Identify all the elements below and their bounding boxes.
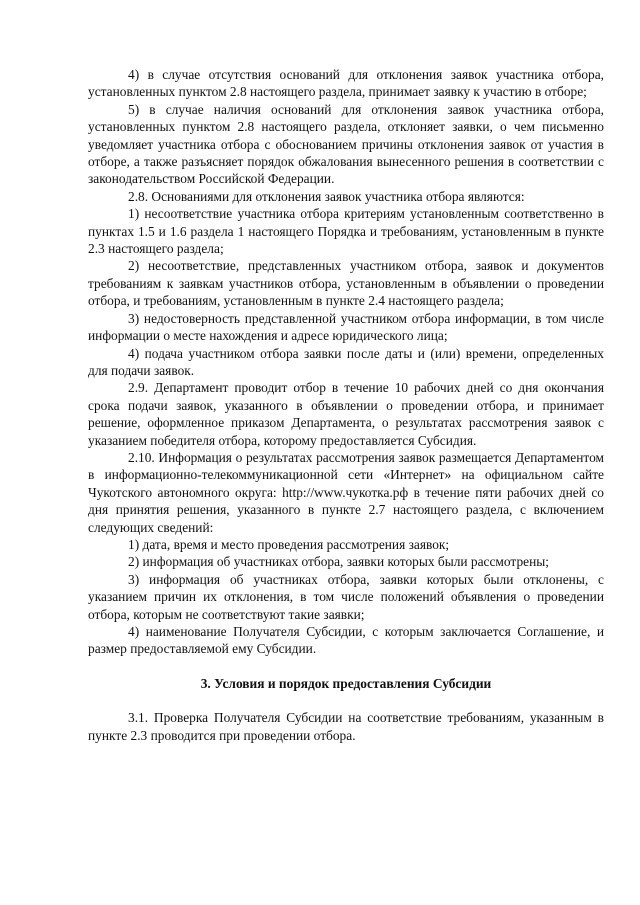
paragraph-2-10-item-2: 2) информация об участниках отбора, заявки которых были рассмотрены;: [128, 554, 549, 570]
paragraph-4-accept: 4) в случае отсутствия оснований для отклонения заявок участника отбора, установленных пунктом 2.8 настоящего раздела, принимает заявку к участию в отборе;: [88, 67, 604, 100]
paragraph-2-9: 2.9. Департамент проводит отбор в течение 10 рабочих дней со дня окончания срока подачи заявок, указанного в объявлении о проведении отбора, и принимает решение, оформленное приказом Департамента, о результатах рассмотрения заявок с указанием победителя отбора, которому предоставляется Субсидия.: [88, 380, 604, 448]
paragraph-2-10-item-1: 1) дата, время и место проведения рассмотрения заявок;: [128, 536, 450, 552]
paragraph-3-1: 3.1. Проверка Получателя Субсидии на соответствие требованиям, указанным в пункте 2.3 проводится при проведении отбора.: [88, 710, 604, 743]
section-3-heading: 3. Условия и порядок предоставления Субсидии: [200, 675, 492, 691]
paragraph-2-10: 2.10. Информация о результатах рассмотрения заявок размещается Департаментом в информационно-телекоммуникационной сети «Интернет» на официальном сайте Чукотского автономного округа: http://www.чукотка.рф в течение пяти рабочих дней со дня принятия решения, указанного в пункте 2.7 настоящего раздела, с включением следующих сведений:: [88, 449, 604, 535]
paragraph-2-8-item-1: 1) несоответствие участника отбора критериям установленным соответственно в пунктах 1.5 и 1.6 раздела 1 настоящего Порядка и требованиям, установленным в пункте 2.3 настоящего раздела;: [88, 206, 604, 257]
paragraph-2-8-item-2: 2) несоответствие, представленных участником отбора, заявок и документов требованиям к заявкам участников отбора, установленным в объявлении о проведении отбора, и требованиям, установленным в пункте 2.4 настоящего раздела;: [88, 258, 604, 309]
paragraph-2-8: 2.8. Основаниями для отклонения заявок участника отбора являются:: [128, 188, 525, 204]
paragraph-5-reject: 5) в случае наличия оснований для отклонения заявок участника отбора, установленных пунктом 2.8 настоящего раздела, отклоняет заявки, о чем письменно уведомляет участника отбора с обоснованием причины отклонения заявок от участия в отборе, а также разъясняет порядок обжалования вынесенного решения в соответствии с законодательством Российской Федерации.: [88, 101, 604, 187]
document-page: [88, 66, 604, 744]
paragraph-2-10-item-3: 3) информация об участниках отбора, заявки которых были отклонены, с указанием причин их отклонения, в том числе положений объявления о проведении отбора, которым не соответствуют такие заявки;: [88, 571, 604, 622]
paragraph-2-8-item-4: 4) подача участником отбора заявки после даты и (или) времени, определенных для подачи заявок.: [88, 345, 604, 378]
paragraph-2-8-item-3: 3) недостоверность представленной участником отбора информации, в том числе информации о месте нахождения и адресе юридического лица;: [88, 310, 604, 344]
paragraph-2-10-item-4: 4) наименование Получателя Субсидии, с которым заключается Соглашение, и размер предоставляемой ему Субсидии.: [88, 624, 604, 657]
